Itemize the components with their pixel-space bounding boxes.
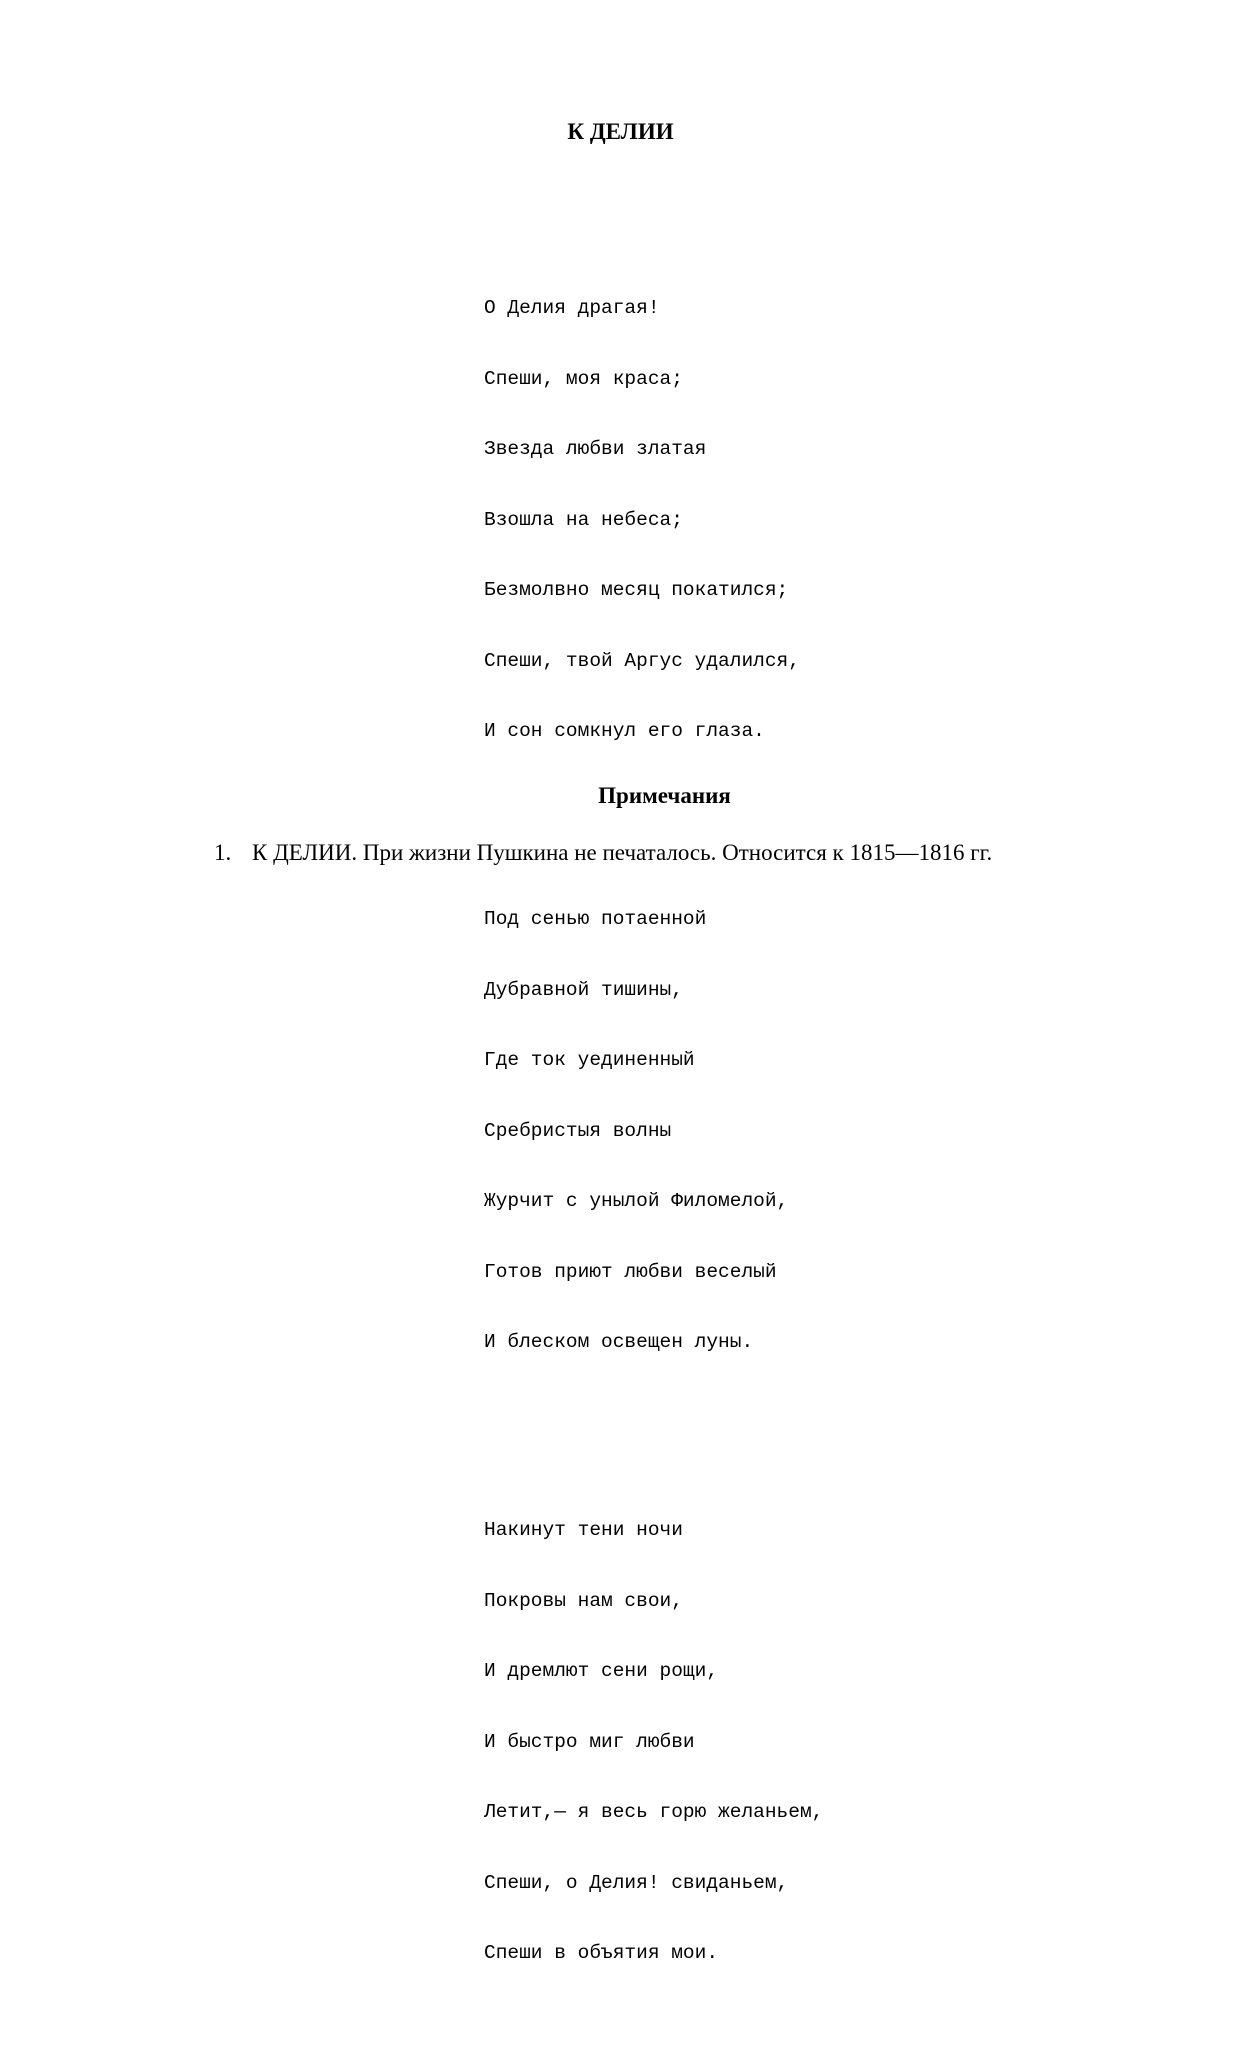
note-text: К ДЕЛИИ. При жизни Пушкина не печаталось. Относится к 1815—1816 гг.: [252, 840, 993, 865]
poem-line: Спеши, моя краса;: [484, 367, 683, 390]
poem-line: Спеши, твой Аргус удалился,: [484, 649, 800, 672]
poem-line: Звезда любви златая: [484, 438, 707, 460]
poem-line: Где ток уединенный: [484, 1049, 695, 1071]
stanza-3: [484, 1472, 823, 2013]
poem-line: Покровы нам свои,: [484, 1589, 683, 1612]
poem-line: И сон сомкнул его глаза.: [484, 720, 765, 742]
notes-list: [214, 838, 1174, 868]
poem-line: И блеском освещен луны.: [484, 1331, 754, 1353]
poem-line: Безмолвно месяц покатился;: [484, 579, 789, 601]
poem-line: Сребристыя волны: [484, 1119, 672, 1142]
poem-body: [484, 203, 823, 2060]
poem-line: Взошла на небеса;: [484, 508, 683, 531]
poem-line: Летит,— я весь горю желаньем,: [484, 1801, 824, 1823]
poem-line: Спеши в объятия мои.: [484, 1942, 719, 1964]
poem-line: Журчит с унылой Филомелой,: [484, 1190, 789, 1212]
poem-title: К ДЕЛИИ: [567, 119, 674, 144]
poem-line: И быстро миг любви: [484, 1730, 695, 1753]
poem-line: Дубравной тишины,: [484, 978, 683, 1001]
stanza-2: [484, 861, 823, 1402]
poem-line: Под сенью потаенной: [484, 908, 707, 930]
poem-line: Спеши, о Делия! свиданьем,: [484, 1871, 789, 1894]
note-number: 1.: [214, 840, 232, 865]
notes-heading: Примечания: [598, 783, 731, 808]
poem-line: Накинут тени ночи: [484, 1519, 683, 1541]
poem-line: Готов приют любви веселый: [484, 1260, 777, 1283]
stanza-1: [484, 250, 823, 791]
poem-line: О Делия драгая!: [484, 297, 660, 319]
note-item: [214, 838, 1174, 868]
poem-line: И дремлют сени рощи,: [484, 1660, 719, 1682]
